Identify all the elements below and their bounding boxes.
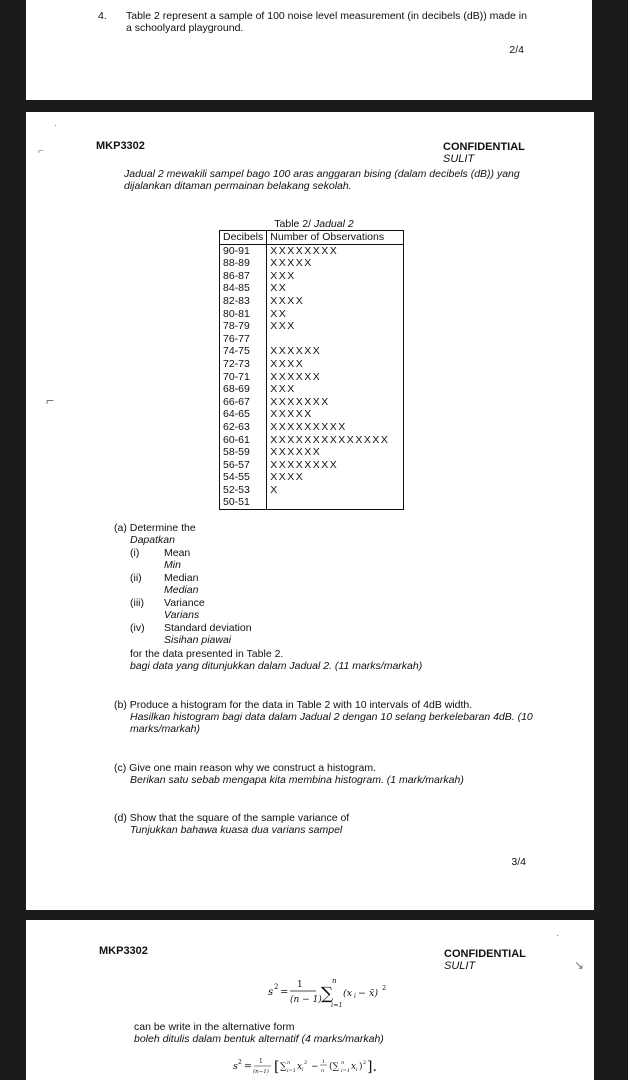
alt-form-text-ms: boleh ditulis dalam bentuk alternatif (4 marks/markah): [134, 1033, 384, 1045]
svg-text:−: −: [311, 1062, 319, 1072]
range-cell: 60-61: [220, 434, 267, 447]
variance-formula: [266, 974, 396, 1008]
sub-item-ms: Median: [164, 584, 199, 596]
svg-text:2: 2: [238, 1059, 242, 1066]
obs-cell: XXX: [267, 270, 404, 283]
question-text-line1: Table 2 represent a sample of 100 noise level measurement (in decibels (dB)) made in: [126, 10, 527, 22]
svg-text:n: n: [341, 1060, 345, 1066]
obs-cell: XXXXXX: [267, 371, 404, 384]
sub-item-en: Standard deviation: [164, 622, 252, 634]
svg-text:].: ].: [367, 1059, 377, 1075]
part-d-text: (d) Show that the square of the sample variance of: [114, 812, 350, 824]
sub-item-ms: Sisihan piawai: [164, 634, 232, 646]
obs-cell: [267, 496, 404, 509]
svg-text:x: x: [297, 1062, 303, 1072]
svg-text:2: 2: [304, 1060, 308, 1066]
obs-cell: XXXX: [267, 471, 404, 484]
obs-cell: XXXXXX: [267, 446, 404, 459]
range-cell: 86-87: [220, 270, 267, 283]
obs-cell: XXXXXXXXX: [267, 421, 404, 434]
sub-item-num: (i): [130, 547, 140, 559]
table-row: [220, 484, 404, 497]
obs-cell: [267, 333, 404, 346]
table-caption-ms: Jadual 2: [314, 218, 354, 230]
malay-intro-line2: dijalankan ditaman permainan belakang sekolah.: [124, 180, 352, 192]
part-b-ms-line2: marks/markah): [130, 723, 201, 735]
obs-cell: XXXXXX: [267, 345, 404, 358]
sulit-label: SULIT: [443, 153, 475, 165]
svg-text:s: s: [268, 987, 274, 998]
sub-item-en: Median: [164, 572, 199, 584]
course-code: MKP3302: [99, 945, 148, 957]
range-cell: 68-69: [220, 383, 267, 396]
part-c-text: (c) Give one main reason why we construct a histogram.: [114, 762, 377, 774]
part-a-heading-ms: Dapatkan: [130, 534, 175, 546]
part-a-heading: (a) Determine the: [114, 522, 196, 534]
svg-text:2: 2: [274, 983, 279, 991]
obs-cell: XX: [267, 282, 404, 295]
alt-form-text: can be write in the alternative form: [134, 1021, 295, 1033]
table-caption-en: Table 2/: [274, 218, 312, 230]
table-row: [220, 244, 404, 257]
range-cell: 64-65: [220, 408, 267, 421]
svg-text:1: 1: [322, 1059, 326, 1065]
confidential-label: CONFIDENTIAL: [444, 948, 526, 960]
table-row: [220, 295, 404, 308]
part-a-tail: for the data presented in Table 2.: [130, 648, 284, 660]
svg-text:i=1: i=1: [341, 1068, 350, 1074]
svg-text:x: x: [351, 1062, 357, 1072]
table-row: [220, 308, 404, 321]
question-text-line2: a schoolyard playground.: [126, 22, 244, 34]
obs-cell: XXX: [267, 383, 404, 396]
range-cell: 84-85: [220, 282, 267, 295]
svg-text:2: 2: [363, 1060, 367, 1066]
sub-item-ms: Min: [164, 559, 181, 571]
range-cell: 56-57: [220, 459, 267, 472]
svg-text:i: i: [356, 1067, 358, 1073]
svg-text:(∑: (∑: [329, 1062, 339, 1072]
page-number: 3/4: [511, 856, 526, 868]
table-row: [220, 257, 404, 270]
svg-text:1: 1: [297, 980, 303, 990]
part-d-ms: Tunjukkan bahawa kuasa dua varians sampel: [130, 824, 343, 836]
obs-cell: XX: [267, 308, 404, 321]
page-number: 2/4: [509, 44, 524, 56]
range-cell: 52-53: [220, 484, 267, 497]
page-3: · ↘ MKP3302 CONFIDENTIAL SULIT s 2 = 1 (n − 1) n ∑ i=1 (x i − x̄) 2 can be write in the alternative form boleh ditulis dalam bentuk alternatif (4 marks/markah) s 2 = 1 (n−1) [ ∑ n i=1 x i 2 − 1 n (∑ n i=1 x i ) 2 ].: [26, 920, 594, 1080]
question-number: 4.: [98, 10, 107, 22]
svg-text:[: [: [274, 1059, 280, 1075]
svg-text:i: i: [354, 993, 356, 1000]
table-row: [220, 421, 404, 434]
range-cell: 54-55: [220, 471, 267, 484]
table-caption: [219, 218, 409, 230]
svg-text:i=1: i=1: [331, 1001, 343, 1008]
decibels-table: [219, 230, 404, 510]
table-row: [220, 408, 404, 421]
svg-text:n: n: [321, 1068, 325, 1074]
part-a-tail-ms: bagi data yang ditunjukkan dalam Jadual 2. (11 marks/markah): [130, 660, 423, 672]
sub-item-num: (iii): [130, 597, 144, 609]
range-cell: 90-91: [220, 244, 267, 257]
table-row: [220, 471, 404, 484]
range-cell: 50-51: [220, 496, 267, 509]
range-cell: 72-73: [220, 358, 267, 371]
part-c-ms: Berikan satu sebab mengapa kita membina histogram. (1 mark/markah): [130, 774, 464, 786]
page-2: · ⌐ ⌐ MKP3302 CONFIDENTIAL SULIT Jadual 2 mewakili sampel bago 100 aras anggaran bising (dalam decibels (dB)) yang dijalankan ditaman permainan belakang sekolah. Table 2/ Jadual 2 Decibels Number of Observations 90-91 XXXXXXXX 88-89 XXXXX 86-87 XXX 84-85 XX 82-83 XXXX 80-81 XX 78-79 XXX 76-77 74-75 XXXXXX 72-73 XXXX 70-71 XXXXXX 68-69 XXX 66-67 XXXXXXX 64-65 XXXXX 62-63 XXXXXXXXX 60-61 XXXXXXXXXXXXXX 58-59 XXXXXX 56-57 XXXXXXXX 54-55 XXXX 52-53 X 50-51 (a) Determine the Dapatkan (i) Mean Min (ii) Median Median (iii) Variance Varians (iv) Standard deviation Sisihan piawai for the data presented in Table 2. bagi data yang ditunjukkan dalam Jadual 2. (11 marks/markah) (b) Produce a histogram for the data in Table 2 with 10 intervals of 4dB width. Hasilkan histogram bagi data dalam Jadual 2 dengan 10 selang berkelebaran 4dB. (10 marks/markah) (c) Give one main reason why we construct a histogram. Berikan satu sebab mengapa kita membina histogram. (1 mark/markah) (d) Show that the square of the sample variance of Tunjukkan bahawa kuasa dua varians sampel 3/4: [26, 112, 594, 910]
table-row: [220, 282, 404, 295]
svg-text:− x̄): − x̄): [358, 988, 379, 999]
part-b-ms-line1: Hasilkan histogram bagi data dalam Jadual 2 dengan 10 selang berkelebaran 4dB. (10: [130, 711, 533, 723]
sub-item-num: (ii): [130, 572, 142, 584]
range-cell: 58-59: [220, 446, 267, 459]
table-row: [220, 383, 404, 396]
obs-cell: XXXXX: [267, 408, 404, 421]
range-cell: 76-77: [220, 333, 267, 346]
table-row: [220, 358, 404, 371]
table-row: [220, 371, 404, 384]
svg-text:1: 1: [259, 1058, 263, 1065]
sub-item-en: Variance: [164, 597, 205, 609]
range-cell: 62-63: [220, 421, 267, 434]
alternative-formula: [231, 1054, 411, 1078]
svg-text:): ): [359, 1062, 363, 1072]
range-cell: 82-83: [220, 295, 267, 308]
sub-item-num: (iv): [130, 622, 145, 634]
confidential-label: CONFIDENTIAL: [443, 141, 525, 153]
sub-item-en: Mean: [164, 547, 191, 559]
svg-text:=: =: [244, 1061, 252, 1072]
range-cell: 74-75: [220, 345, 267, 358]
svg-text:∑: ∑: [280, 1062, 287, 1072]
table-row: [220, 333, 404, 346]
range-cell: 70-71: [220, 371, 267, 384]
obs-cell: XXXXXXXXXXXXXX: [267, 434, 404, 447]
sub-item-ms: Varians: [164, 609, 200, 621]
svg-text:n: n: [287, 1060, 291, 1066]
svg-text:(x: (x: [343, 988, 353, 999]
range-cell: 88-89: [220, 257, 267, 270]
header-decibels: Decibels: [220, 231, 267, 245]
obs-cell: XXXXXXX: [267, 396, 404, 409]
header-observations: Number of Observations: [267, 231, 404, 245]
svg-text:(n−1): (n−1): [253, 1069, 269, 1075]
svg-text:∑: ∑: [321, 984, 334, 1004]
part-b-text: (b) Produce a histogram for the data in Table 2 with 10 intervals of 4dB width.: [114, 699, 473, 711]
table-row: [220, 270, 404, 283]
svg-text:i: i: [302, 1067, 304, 1073]
table-row: [220, 459, 404, 472]
obs-cell: XXXXXXXX: [267, 459, 404, 472]
table-row: [220, 434, 404, 447]
svg-text:2: 2: [382, 984, 387, 992]
sulit-label: SULIT: [444, 960, 476, 972]
range-cell: 78-79: [220, 320, 267, 333]
malay-intro-line1: Jadual 2 mewakili sampel bago 100 aras anggaran bising (dalam decibels (dB)) yang: [124, 168, 520, 180]
svg-text:=: =: [280, 987, 289, 998]
course-code: MKP3302: [96, 140, 145, 152]
table-row: [220, 320, 404, 333]
table-row: [220, 396, 404, 409]
page-1: [26, 0, 592, 100]
obs-cell: XXXX: [267, 295, 404, 308]
svg-text:s: s: [233, 1061, 238, 1072]
range-cell: 80-81: [220, 308, 267, 321]
obs-cell: XXXXX: [267, 257, 404, 270]
obs-cell: XXX: [267, 320, 404, 333]
table-row: [220, 446, 404, 459]
obs-cell: X: [267, 484, 404, 497]
svg-text:i=1: i=1: [287, 1068, 296, 1074]
range-cell: 66-67: [220, 396, 267, 409]
obs-cell: XXXXXXXX: [267, 244, 404, 257]
svg-text:(n − 1): (n − 1): [290, 995, 322, 1005]
table-row: [220, 496, 404, 509]
svg-text:n: n: [332, 977, 337, 985]
table-row: [220, 345, 404, 358]
obs-cell: XXXX: [267, 358, 404, 371]
